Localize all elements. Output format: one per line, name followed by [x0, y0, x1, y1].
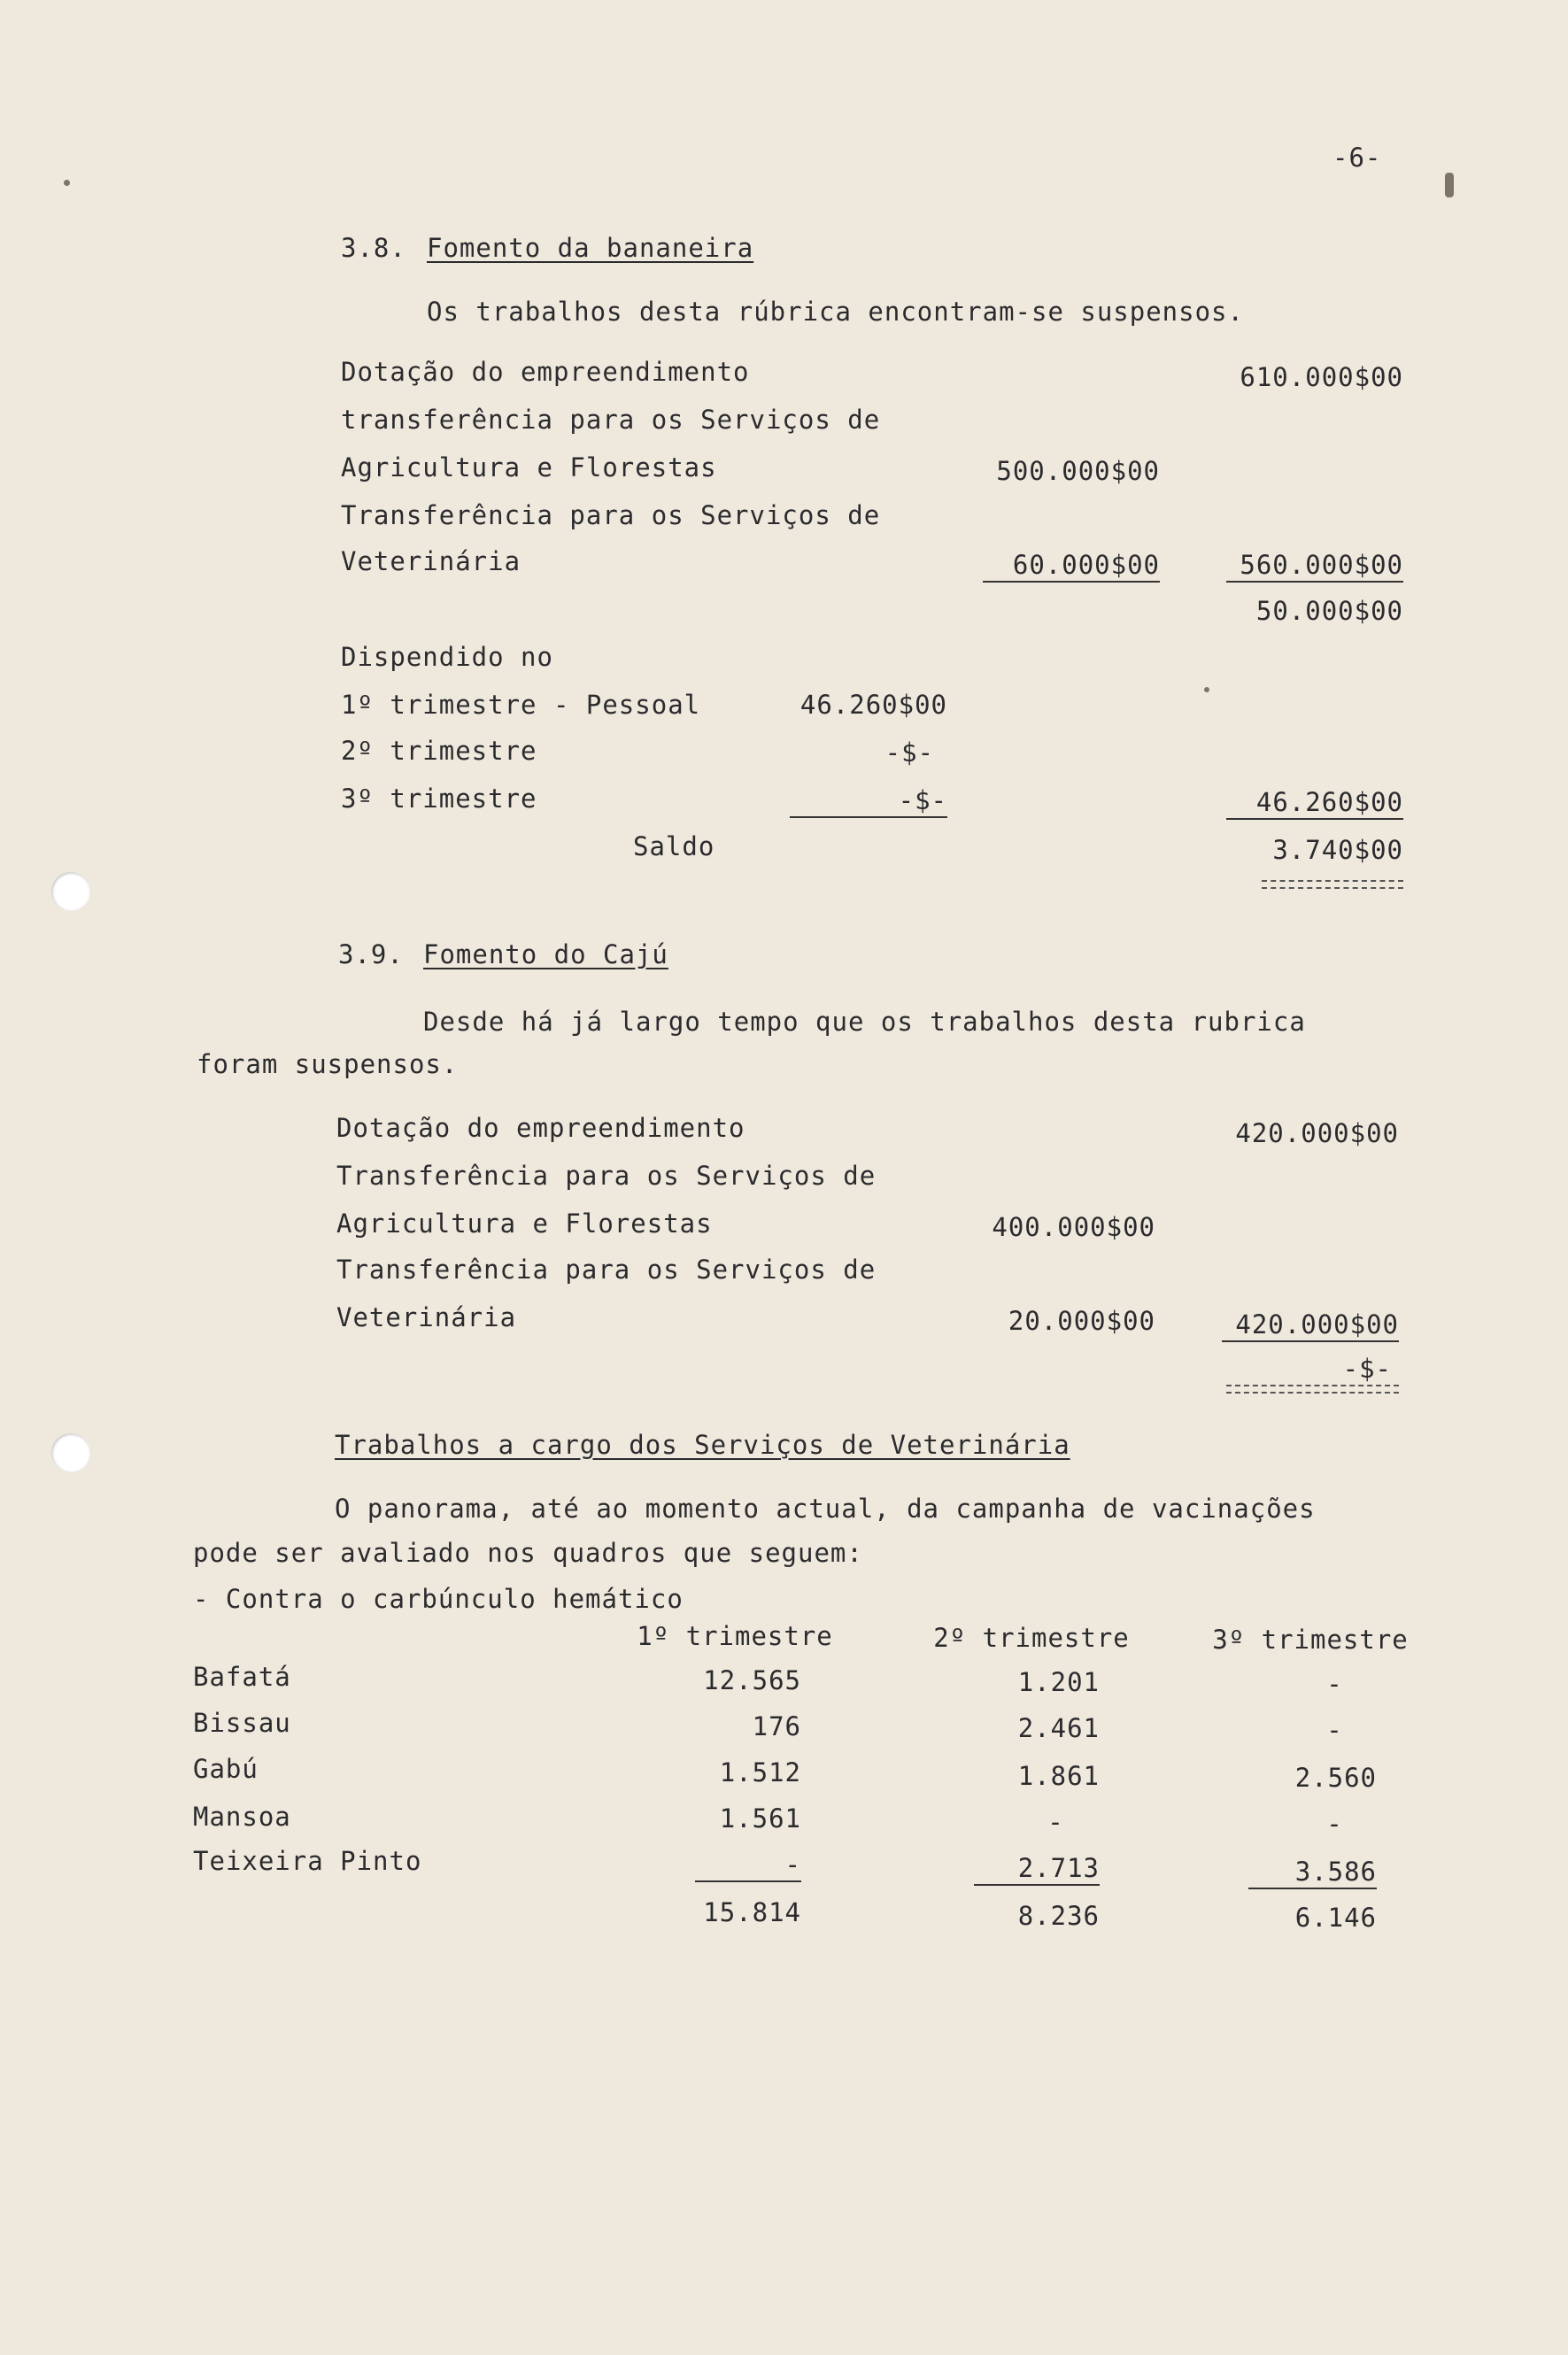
- table-cell-q2: 1.861: [1017, 1761, 1100, 1791]
- section-3-8-title: Fomento da bananeira: [427, 233, 754, 263]
- s39-amount-vet: 20.000$00: [1008, 1306, 1155, 1336]
- s38-spent-row-value: -$-: [790, 784, 947, 818]
- punch-hole-top: [51, 872, 90, 911]
- table-total-q3: 6.146: [1294, 1903, 1377, 1933]
- s38-saldo-label: Saldo: [633, 831, 715, 861]
- vet-section-heading: Trabalhos a cargo dos Serviços de Veterinária: [335, 1430, 1070, 1460]
- s38-spent-row-label: 1º trimestre - Pessoal: [341, 690, 701, 720]
- s39-label: Transferência para os Serviços de: [336, 1161, 877, 1191]
- table-header-q3: 3º trimestre: [1212, 1625, 1409, 1655]
- page-number: -6-: [1332, 143, 1382, 173]
- section-3-9-title: Fomento do Cajú: [423, 939, 668, 969]
- s38-amount-remaining: 50.000$00: [1255, 596, 1403, 626]
- s38-label: Veterinária: [341, 546, 521, 576]
- table-cell-q3: -: [1326, 1809, 1343, 1839]
- s38-double-underline: [1262, 880, 1403, 889]
- s39-amount-total: 420.000$00: [1235, 1118, 1399, 1148]
- table-row-place: Bafatá: [193, 1662, 291, 1692]
- s38-label: Dotação do empreendimento: [341, 357, 750, 387]
- paper-speck: [64, 180, 70, 186]
- s38-label: Agricultura e Florestas: [341, 452, 717, 483]
- s38-amount-vet: 60.000$00: [983, 549, 1160, 583]
- table-header-q2: 2º trimestre: [933, 1623, 1130, 1653]
- section-3-9-intro-line2: foram suspensos.: [197, 1049, 459, 1079]
- table-cell-q1: 1.512: [719, 1757, 801, 1787]
- s38-spent-row-label: 3º trimestre: [341, 784, 537, 814]
- s39-label: Agricultura e Florestas: [336, 1208, 713, 1239]
- section-3-8-number: 3.8.: [341, 233, 406, 263]
- s38-amount-transfers-sum: 560.000$00: [1226, 549, 1403, 583]
- s38-spent-total: 46.260$00: [1226, 786, 1403, 820]
- table-cell-q3: -: [1326, 1669, 1343, 1699]
- s39-final-value: -$-: [1342, 1354, 1392, 1384]
- s38-label: transferência para os Serviços de: [341, 405, 881, 435]
- s38-spent-row-value: 46.260$00: [799, 690, 947, 720]
- section-3-9-intro-line1: Desde há já largo tempo que os trabalhos desta rubrica: [423, 1007, 1306, 1037]
- s38-spent-row-value: -$-: [884, 737, 934, 768]
- vet-subheading: - Contra o carbúnculo hemático: [193, 1584, 684, 1614]
- table-cell-q3: -: [1326, 1715, 1343, 1745]
- table-cell-q2: -: [1047, 1807, 1064, 1837]
- s39-double-underline: [1226, 1385, 1399, 1394]
- table-row-place: Gabú: [193, 1754, 259, 1784]
- table-cell-q2: 2.713: [974, 1852, 1100, 1886]
- table-cell-q3: 2.560: [1294, 1763, 1377, 1793]
- table-total-q1: 15.814: [703, 1897, 801, 1927]
- table-row-place: Mansoa: [193, 1802, 291, 1832]
- s39-label: Dotação do empreendimento: [336, 1113, 745, 1143]
- table-cell-q1: 12.565: [703, 1665, 801, 1695]
- table-cell-q2: 2.461: [1017, 1713, 1100, 1743]
- s38-spent-row-label: 2º trimestre: [341, 736, 537, 766]
- section-3-8-intro: Os trabalhos desta rúbrica encontram-se suspensos.: [427, 297, 1244, 327]
- s38-amount-total: 610.000$00: [1240, 362, 1403, 392]
- s39-amount-transfers-sum: 420.000$00: [1222, 1309, 1399, 1342]
- table-cell-q1: -: [695, 1849, 801, 1882]
- section-3-9-number: 3.9.: [338, 939, 404, 969]
- s38-label: Transferência para os Serviços de: [341, 500, 881, 530]
- paper-speck: [1204, 687, 1209, 692]
- s39-amount-agri: 400.000$00: [992, 1212, 1155, 1242]
- s38-amount-agri: 500.000$00: [996, 456, 1160, 486]
- s38-spent-label: Dispendido no: [341, 642, 553, 672]
- table-cell-q2: 1.201: [1017, 1667, 1100, 1697]
- table-row-place: Teixeira Pinto: [193, 1846, 422, 1876]
- table-cell-q1: 1.561: [719, 1803, 801, 1834]
- s39-label: Transferência para os Serviços de: [336, 1255, 877, 1285]
- vet-intro-line1: O panorama, até ao momento actual, da campanha de vacinações: [335, 1494, 1316, 1524]
- table-total-q2: 8.236: [1017, 1901, 1100, 1931]
- punch-hole-bottom: [51, 1433, 90, 1472]
- paper-speck: [1445, 173, 1454, 197]
- s39-label: Veterinária: [336, 1302, 517, 1332]
- s38-saldo-value: 3.740$00: [1272, 835, 1403, 865]
- table-row-place: Bissau: [193, 1708, 291, 1738]
- table-cell-q1: 176: [752, 1711, 801, 1741]
- vet-intro-line2: pode ser avaliado nos quadros que seguem:: [193, 1538, 863, 1568]
- table-cell-q3: 3.586: [1248, 1856, 1377, 1889]
- table-header-q1: 1º trimestre: [637, 1621, 833, 1651]
